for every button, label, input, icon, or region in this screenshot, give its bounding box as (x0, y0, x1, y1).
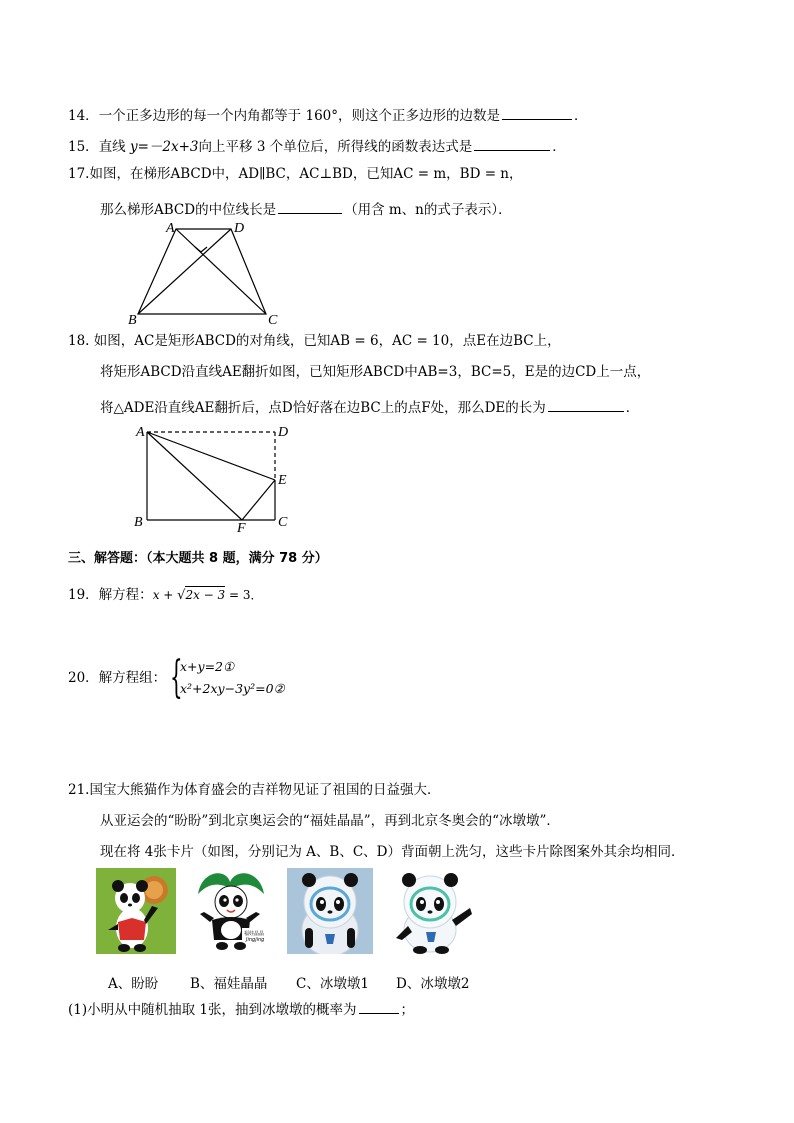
jingjing-logo-text: 福娃晶晶 (244, 931, 265, 937)
question-number: 18. (68, 333, 90, 349)
sqrt-sign: √ (177, 588, 186, 603)
answer-blank[interactable] (278, 200, 342, 214)
question-17-line-2 (100, 200, 512, 218)
label-a: A (136, 425, 145, 440)
rectangle-fold-figure (130, 420, 310, 532)
card-b-jingjing-image (190, 868, 272, 954)
trapezoid-outline (138, 229, 266, 314)
question-17-line-1 (68, 168, 523, 182)
question-end: ． (625, 400, 640, 416)
question-text: （用含 m、n的式子表示）． (344, 202, 512, 218)
question-number: 14． (68, 108, 99, 124)
radicand: 2x − 3 (185, 588, 226, 602)
card-d-caption: D、冰墩墩2 (396, 976, 470, 992)
answer-blank[interactable] (548, 398, 624, 412)
panda-ear-left (112, 880, 124, 892)
right-angle-mark (195, 247, 207, 252)
question-20 (68, 672, 166, 686)
label-a: A (166, 221, 175, 236)
equation-system (170, 652, 300, 703)
question-number: 19． (68, 587, 99, 603)
trapezoid-figure (126, 218, 296, 328)
question-15 (68, 137, 566, 155)
question-text: 如图，在梯形ABCD中，AD∥BC，AC⊥BD，已知AC = m，BD = n， (89, 166, 523, 182)
equation-part: = 3． (225, 588, 263, 602)
diagonal-bd (138, 229, 231, 314)
question-text: 从亚运会的“盼盼”到北京奥运会的“福娃晶晶”，再到北京冬奥会的“冰墩墩”． (100, 813, 560, 829)
label-c: C (268, 313, 278, 328)
panda-shirt (118, 918, 146, 940)
question-text: 将△ADE沿直线AE翻折后，点D恰好落在边BC上的点F处，那么DE的长为 (100, 400, 546, 416)
fold-line-ae (147, 432, 275, 480)
question-18-line-3 (100, 398, 639, 416)
label-d: D (278, 425, 289, 440)
question-18-line-1 (68, 335, 561, 349)
question-text: 解方程组： (98, 670, 167, 686)
card-a-panpan-image (96, 868, 176, 954)
answer-blank[interactable] (502, 106, 572, 120)
diagonal-ac (176, 229, 266, 314)
question-text: 现在将 4张卡片（如图，分别记为 A、B、C、D）背面朝上洗匀，这些卡片除图案外其余均相同． (100, 844, 685, 860)
section-heading: 三、解答题：（本大题共 8 题，满分 78 分） (68, 551, 328, 566)
label-e: E (278, 473, 287, 488)
question-14 (68, 106, 588, 124)
card-b-caption: B、福娃晶晶 (190, 976, 268, 992)
equation-2: x²+2xy−3y²=0② (180, 681, 285, 696)
question-19 (68, 589, 263, 603)
label-c: C (278, 515, 288, 530)
equation-part: x + (152, 588, 178, 602)
card-a-caption: A、盼盼 (108, 976, 159, 992)
question-text: 将矩形ABCD沿直线AE翻折如图，已知矩形ABCD中AB=3，BC=5，E是的边CD上一点， (100, 364, 651, 380)
label-b: B (134, 515, 143, 530)
label-f: F (237, 521, 246, 532)
panda-ear-right (136, 880, 148, 892)
question-text: 解方程： (98, 587, 153, 603)
card-c-caption: C、冰墩墩1 (296, 976, 369, 992)
question-end: ． (574, 108, 588, 124)
question-end: ； (400, 1002, 415, 1018)
brace: { (170, 652, 183, 703)
equation-1: x+y=2① (180, 659, 235, 674)
card-d-bingdwendwen-2-image (386, 868, 478, 954)
question-text: 向上平移 3 个单位后，所得线的函数表达式是 (198, 139, 473, 155)
question-text: 一个正多边形的每一个内角都等于 160°，则这个正多边形的边数是 (98, 108, 500, 124)
question-21-line-1 (68, 784, 440, 798)
card-c-bingdwendwen-1-image (287, 868, 373, 954)
question-end: ． (552, 139, 566, 155)
question-21-sub-1 (68, 1000, 414, 1018)
question-text: 国宝大熊猫作为体育盛会的吉祥物见证了祖国的日益强大． (89, 782, 441, 798)
jingjing-logo-subtext: Jingjing (246, 937, 265, 943)
answer-blank[interactable] (474, 137, 550, 151)
question-18-line-2 (100, 366, 650, 380)
equation: y=－2x+3 (129, 139, 199, 155)
question-text: 直线 (98, 139, 130, 155)
segment-fe (242, 480, 275, 520)
segment-af (147, 432, 242, 520)
question-number: 20． (68, 670, 99, 686)
question-text: 那么梯形ABCD的中位线长是 (100, 202, 277, 218)
question-21-line-2 (100, 815, 560, 829)
question-number: 15． (68, 139, 99, 155)
question-number: 17. (68, 166, 90, 182)
label-d: D (234, 221, 245, 236)
question-text: 如图，AC是矩形ABCD的对角线，已知AB = 6，AC = 10，点E在边BC上， (93, 333, 561, 349)
question-number: 21. (68, 782, 90, 798)
answer-blank[interactable] (359, 1000, 399, 1014)
label-b: B (128, 313, 137, 328)
question-21-line-3 (100, 846, 685, 860)
question-text: (1)小明从中随机抽取 1张，抽到冰墩墩的概率为 (68, 1002, 357, 1018)
